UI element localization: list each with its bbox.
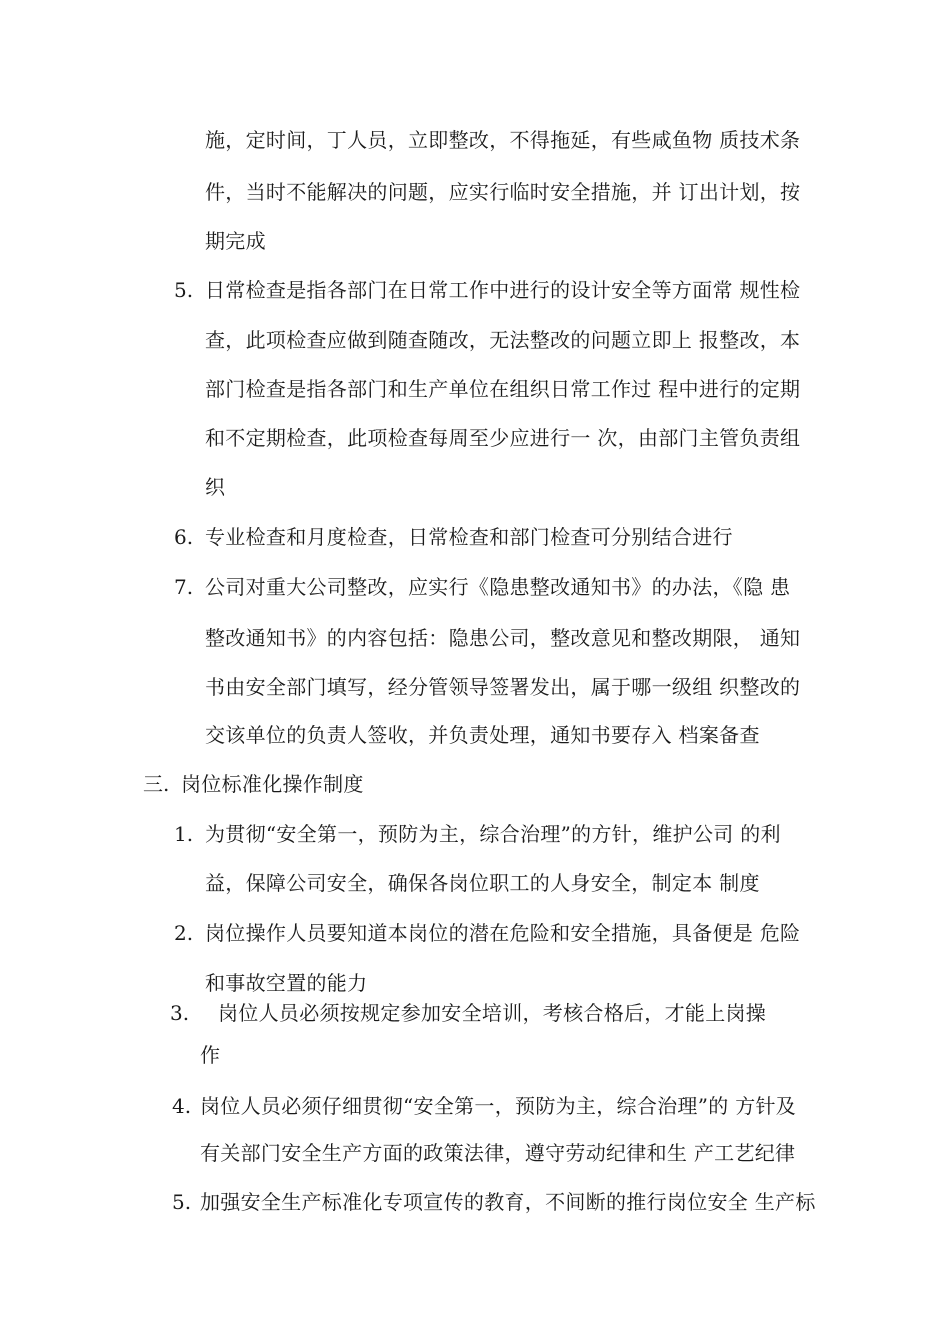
list-item-number: 6.: [174, 525, 194, 549]
list-item-line: 交该单位的负责人签收，并负责处理，通知书要存入 档案备查: [205, 723, 760, 747]
section-number: 三.: [143, 772, 170, 796]
list-item-line: 和事故空置的能力: [205, 971, 368, 995]
list-item-line: 作: [200, 1043, 221, 1067]
list-item-line: 岗位操作人员要知道本岗位的潜在危险和安全措施，具备便是 危险: [205, 921, 801, 945]
list-item-number: 7.: [174, 575, 194, 599]
list-item-number: 5.: [172, 1190, 192, 1214]
list-item-line: 整改通知书》的内容包括：隐患公司，整改意见和整改期限， 通知: [205, 626, 801, 650]
list-item-number: 2.: [174, 921, 194, 945]
list-item-line: 加强安全生产标准化专项宣传的教育，不间断的推行岗位安全 生产标: [200, 1190, 816, 1214]
paragraph-line: 期完成: [205, 229, 266, 253]
list-item-number: 3.: [170, 1001, 190, 1025]
list-item-number: 5.: [174, 278, 194, 302]
list-item-line: 日常检查是指各部门在日常工作中进行的设计安全等方面常 规性检: [205, 278, 801, 302]
list-item-line: 和不定期检查，此项检查每周至少应进行一 次，由部门主管负责组: [205, 426, 801, 450]
list-item-line: 书由安全部门填写，经分管领导签署发出，属于哪一级组 织整改的: [205, 675, 801, 699]
section-title: 岗位标准化操作制度: [181, 772, 364, 796]
list-item-line: 岗位人员必须按规定参加安全培训，考核合格后，才能上岗操: [218, 1001, 767, 1025]
list-item-line: 查，此项检查应做到随查随改，无法整改的问题立即上 报整改，本: [205, 328, 801, 352]
list-item-number: 4.: [172, 1094, 192, 1118]
paragraph-line: 施，定时间，丁人员，立即整改，不得拖延，有些咸鱼物 质技术条: [205, 128, 801, 152]
list-item-line: 部门检查是指各部门和生产单位在组织日常工作过 程中进行的定期: [205, 377, 801, 401]
list-item-line: 织: [205, 475, 226, 499]
list-item-line: 岗位人员必须仔细贯彻“安全第一，预防为主，综合治理”的 方针及: [200, 1094, 797, 1118]
list-item-line: 益，保障公司安全，确保各岗位职工的人身安全，制定本 制度: [205, 871, 760, 895]
list-item-line: 有关部门安全生产方面的政策法律，遵守劳动纪律和生 产工艺纪律: [200, 1141, 796, 1165]
list-item-line: 专业检查和月度检查，日常检查和部门检查可分别结合进行: [205, 525, 733, 549]
list-item-number: 1.: [174, 822, 194, 846]
list-item-line: 为贯彻“安全第一，预防为主，综合治理”的方针，维护公司 的利: [205, 822, 781, 846]
paragraph-line: 件，当时不能解决的问题，应实行临时安全措施，并 订出计划，按: [205, 180, 801, 204]
list-item-line: 公司对重大公司整改，应实行《隐患整改通知书》的办法，《隐 患: [205, 575, 791, 599]
